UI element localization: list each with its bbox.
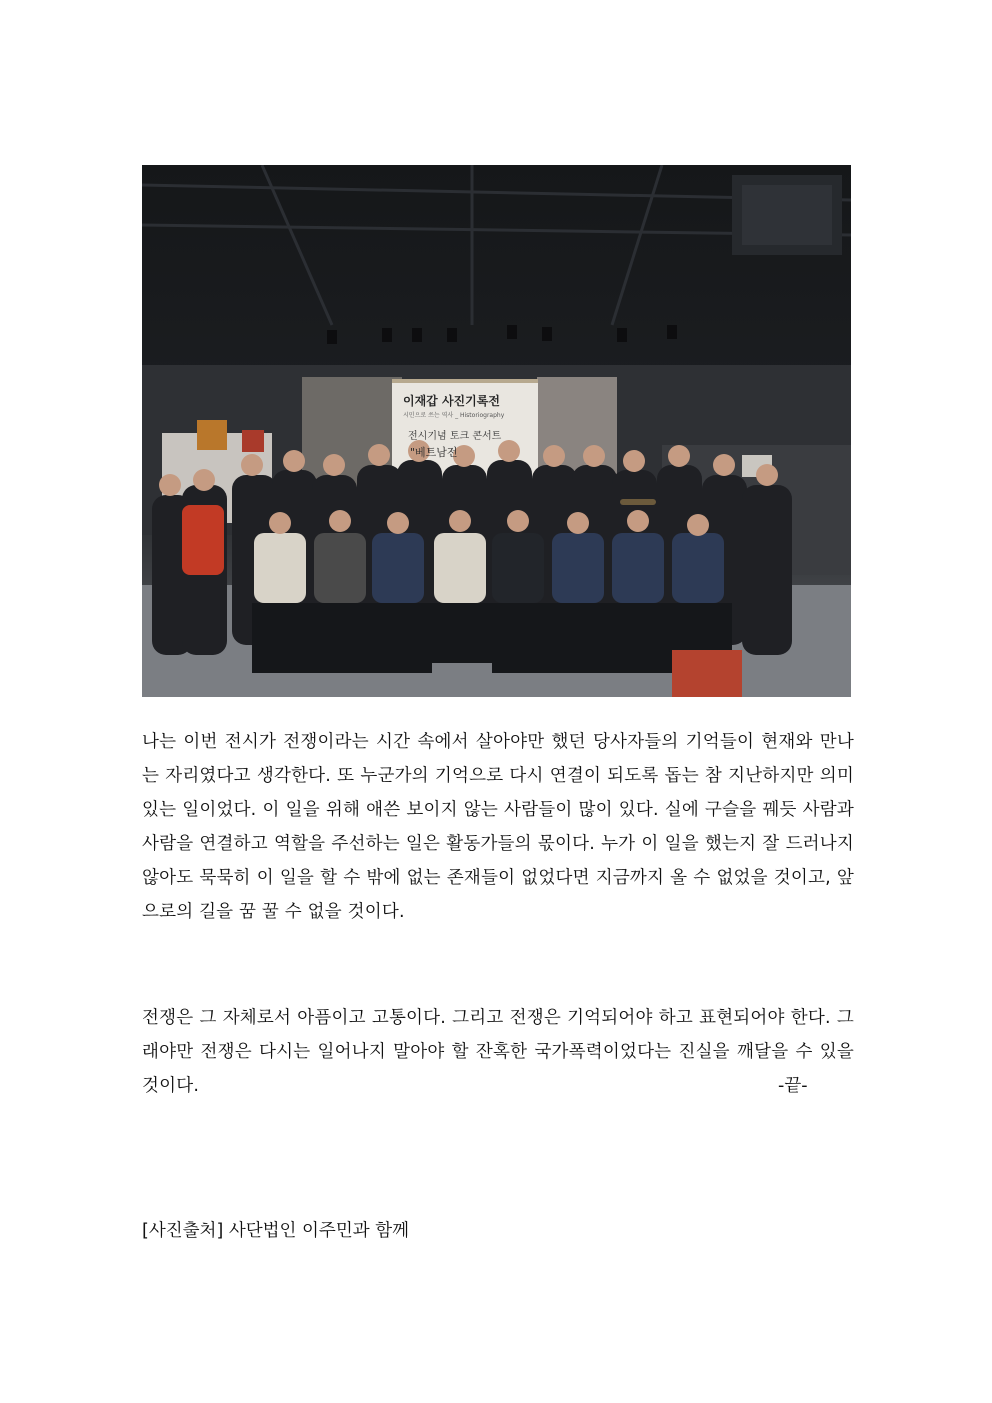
banner-concert-label: 전시기념 토크 콘서트	[408, 431, 502, 442]
photo-source: [사진출처] 사단법인 이주민과 함께	[142, 1221, 410, 1241]
group-photo	[142, 165, 851, 697]
banner-title: 이재갑 사진기록전	[403, 394, 500, 408]
paragraph-1: 나는 이번 전시가 전쟁이라는 시간 속에서 살아야만 했던 당사자들의 기억들이 현재와 만나는 자리였다고 생각한다. 또 누군가의 기억으로 다시 연결이 되도록 돕는 참 지난하지만 의미 있는 일이었다. 이 일을 위해 애쓴 보이지 않는 사람들이 많이 있다. 실에 구슬을 꿰듯 사람과 사람을 연결하고 역할을 주선하는 일은 활동가들의 몫이다. 누가 이 일을 했는지 잘 드러나지 않아도 묵묵히 이 일을 할 수 밖에 없는 존재들이 없었다면 지금까지 올 수 없었을 것이고, 앞으로의 길을 꿈 꿀 수 없을 것이다.	[142, 732, 854, 922]
end-mark: -끝-	[778, 1076, 808, 1096]
banner-quote: "베트남전	[410, 446, 458, 459]
paragraph-2: 전쟁은 그 자체로서 아픔이고 고통이다. 그리고 전쟁은 기억되어야 하고 표현되어야 한다. 그래야만 전쟁은 다시는 일어나지 말아야 할 잔혹한 국가폭력이었다는 진실을 깨달을 수 있을 것이다.	[142, 1008, 854, 1096]
banner-subtitle: 시민으로 쓰는 역사 _ Historiography	[403, 412, 505, 419]
